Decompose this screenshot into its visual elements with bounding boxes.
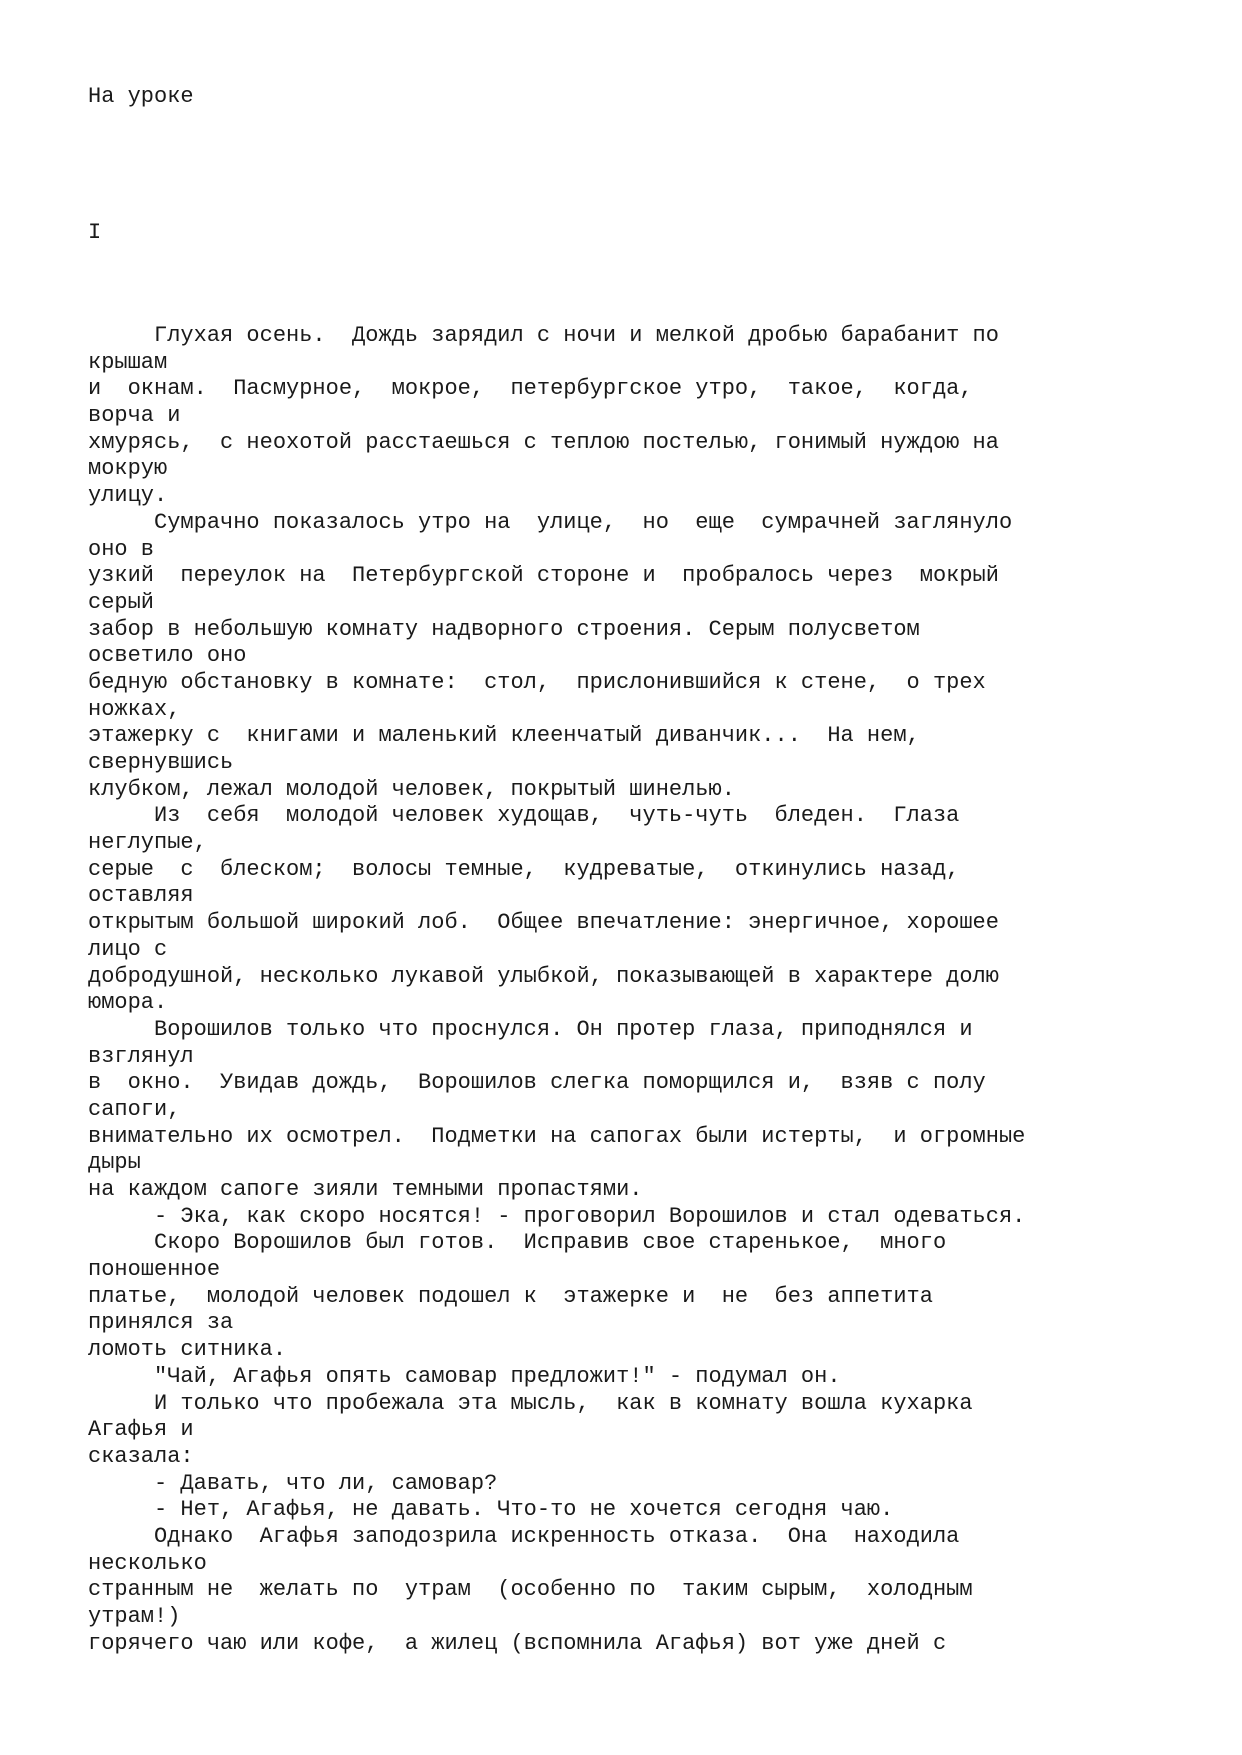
text-line: и окнам. Пасмурное, мокрое, петербургское утро, такое, когда, — [88, 376, 973, 402]
text-line: серые с блеском; волосы темные, кудреватые, откинулись назад, — [88, 856, 960, 882]
text-line: Из себя молодой человек худощав, чуть-чуть бледен. Глаза — [88, 803, 960, 829]
text-line: этажерку с книгами и маленький клеенчатый диванчик... На нем, — [88, 723, 920, 749]
text-line: сказала: — [88, 1443, 194, 1469]
text-line: серый — [88, 589, 155, 615]
text-line: ломоть ситника. — [88, 1337, 287, 1363]
text-line: взглянул — [88, 1043, 194, 1069]
text-line: на каждом сапоге зияли темными пропастями. — [88, 1177, 643, 1202]
text-line: ножках, — [88, 696, 181, 722]
text-line: оно в — [88, 536, 155, 562]
chapter-heading: I — [88, 220, 102, 245]
text-line: Ворошилов только что проснулся. Он протер глаза, приподнялся и — [88, 1016, 973, 1042]
text-line: Глухая осень. Дождь зарядил с ночи и мелкой дробью барабанит по — [88, 323, 999, 348]
text-line: свернувшись — [88, 750, 234, 775]
text-line: Скоро Ворошилов был готов. Исправив свое старенькое, много — [88, 1230, 947, 1256]
text-line: лицо с — [88, 936, 168, 962]
text-line: внимательно их осмотрел. Подметки на сапогах были истерты, и огромные — [88, 1123, 1026, 1149]
text-line: мокрую — [88, 456, 168, 482]
text-line: дыры — [88, 1150, 141, 1176]
text-line: - Нет, Агафья, не давать. Что-то не хочется сегодня чаю. — [88, 1497, 894, 1523]
text-line: И только что пробежала эта мысль, как в комнату вошла кухарка — [88, 1390, 973, 1416]
text-line: утрам!) — [88, 1604, 181, 1629]
text-line: открытым большой широкий лоб. Общее впечатление: энергичное, хорошее — [88, 910, 999, 936]
text-line: Однако Агафья заподозрила искренность отказа. Она находила — [88, 1523, 960, 1549]
text-line: юмора. — [88, 990, 168, 1016]
text-line: платье, молодой человек подошел к этажерке и не без аппетита — [88, 1283, 933, 1309]
text-line: несколько — [88, 1550, 207, 1576]
text-line: горячего чаю или кофе, а жилец (вспомнила Агафья) вот уже дней с — [88, 1630, 947, 1656]
text-line: осветило оно — [88, 643, 247, 669]
text-line: забор в небольшую комнату надворного строения. Серым полусветом — [88, 616, 920, 642]
text-line: неглупые, — [88, 830, 207, 856]
text-line: узкий переулок на Петербургской стороне и пробралось через мокрый — [88, 563, 999, 589]
text-line: Сумрачно показалось утро на улице, но еще сумрачней заглянуло — [88, 509, 1013, 535]
text-line: сапоги, — [88, 1096, 181, 1122]
text-line: принялся за — [88, 1310, 234, 1336]
text-line: - Эка, как скоро носятся! - проговорил Ворошилов и стал одеваться. — [88, 1203, 1026, 1229]
text-line: крышам — [88, 349, 168, 375]
text-line: добродушной, несколько лукавой улыбкой, показывающей в характере долю — [88, 963, 999, 989]
text-line: Агафья и — [88, 1417, 194, 1443]
text-line: ворча и — [88, 403, 181, 429]
text-line: хмурясь, с неохотой расстаешься с теплою постелью, гонимый нуждою на — [88, 429, 999, 455]
text-line: клубком, лежал молодой человек, покрытый шинелью. — [88, 776, 735, 802]
text-line: поношенное — [88, 1257, 221, 1283]
text-line: - Давать, что ли, самовар? — [88, 1470, 498, 1496]
text-line: бедную обстановку в комнате: стол, прислонившийся к стене, о трех — [88, 669, 986, 695]
text-line: "Чай, Агафья опять самовар предложит!" - подумал он. — [88, 1363, 841, 1389]
text-line: странным не желать по утрам (особенно по таким сырым, холодным — [88, 1577, 973, 1603]
text-line: оставляя — [88, 883, 194, 909]
document-body — [88, 323, 1228, 1657]
text-line: в окно. Увидав дождь, Ворошилов слегка поморщился и, взяв с полу — [88, 1070, 986, 1096]
text-line: улицу. — [88, 483, 168, 509]
document-title: На уроке — [88, 84, 194, 109]
